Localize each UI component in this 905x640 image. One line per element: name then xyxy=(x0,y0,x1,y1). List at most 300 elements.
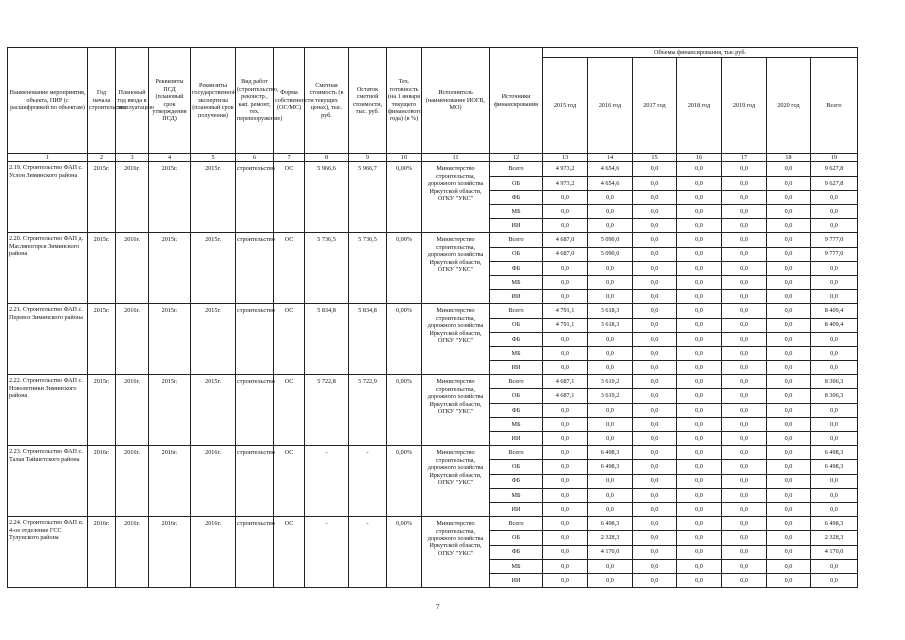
column-number: 1 xyxy=(8,154,88,162)
col-start-year-header: Год начала строительства xyxy=(88,48,116,154)
year-value: 0,0 xyxy=(677,517,722,531)
year-value: 4 973,2 xyxy=(543,176,588,190)
year-value: 0,0 xyxy=(588,346,633,360)
col-remaining-header: Остаток сметной стоимости, тыс. руб. xyxy=(349,48,387,154)
column-number: 4 xyxy=(149,154,191,162)
year-value: 0,0 xyxy=(633,304,677,318)
year-value: 0,0 xyxy=(722,474,767,488)
year-value: 6 498,3 xyxy=(588,517,633,531)
psd-date: 2015г. xyxy=(149,162,191,233)
year-value: 0,0 xyxy=(677,446,722,460)
year-value: 0,0 xyxy=(722,318,767,332)
readiness: 0,00% xyxy=(387,446,422,517)
year-value: 0,0 xyxy=(722,346,767,360)
year-value: 0,0 xyxy=(722,205,767,219)
year-value: 4 687,0 xyxy=(543,247,588,261)
year-value: 0,0 xyxy=(677,219,722,233)
year-value: 0,0 xyxy=(543,403,588,417)
year-value: 0,0 xyxy=(677,162,722,176)
col-expertise-header: Реквизиты государственной экспертизы (плановый срок получения) xyxy=(191,48,236,154)
year-value: 0,0 xyxy=(588,573,633,587)
year-value: 0,0 xyxy=(677,247,722,261)
column-number: 15 xyxy=(633,154,677,162)
estimate-cost: 5 966,6 xyxy=(305,162,349,233)
year-value: 0,0 xyxy=(767,190,811,204)
total-value: 0,0 xyxy=(811,432,858,446)
year-value: 0,0 xyxy=(767,403,811,417)
start-year: 2015г. xyxy=(88,304,116,375)
funding-source: МБ xyxy=(490,488,543,502)
column-number: 11 xyxy=(422,154,490,162)
year-value: 0,0 xyxy=(633,318,677,332)
year-value: 4 687,1 xyxy=(543,389,588,403)
header-group-row xyxy=(8,48,858,58)
year-value: 0,0 xyxy=(543,545,588,559)
commission-year: 2016г. xyxy=(116,162,149,233)
year-value: 4 791,1 xyxy=(543,304,588,318)
year-value: 0,0 xyxy=(767,205,811,219)
table-row xyxy=(8,446,858,460)
year-value: 0,0 xyxy=(633,559,677,573)
total-value: 0,0 xyxy=(811,190,858,204)
col-executor-header: Исполнитель (наименование ИОГВ, МО) xyxy=(422,48,490,154)
work-type: строительство xyxy=(236,446,274,517)
year-value: 0,0 xyxy=(543,474,588,488)
year-value: 0,0 xyxy=(677,403,722,417)
work-type: строительство xyxy=(236,162,274,233)
col-year-header: 2016 год xyxy=(588,58,633,154)
year-value: 0,0 xyxy=(722,176,767,190)
psd-date: 2016г. xyxy=(149,517,191,588)
year-value: 0,0 xyxy=(677,417,722,431)
year-value: 0,0 xyxy=(767,474,811,488)
remaining-cost: 5 722,9 xyxy=(349,375,387,446)
total-value: 0,0 xyxy=(811,205,858,219)
year-value: 0,0 xyxy=(767,162,811,176)
expertise-date: 2015г. xyxy=(191,304,236,375)
estimate-cost: 5 736,5 xyxy=(305,233,349,304)
year-value: 0,0 xyxy=(722,488,767,502)
funding-source: Всего xyxy=(490,304,543,318)
year-value: 0,0 xyxy=(633,502,677,516)
funding-group-header: Объемы финансирования, тыс.руб. xyxy=(543,48,858,58)
funding-source: МБ xyxy=(490,346,543,360)
column-number: 6 xyxy=(236,154,274,162)
year-value: 4 687,0 xyxy=(543,233,588,247)
col-year-header: 2017 год xyxy=(633,58,677,154)
year-value: 0,0 xyxy=(722,417,767,431)
column-number: 12 xyxy=(490,154,543,162)
expertise-date: 2015г. xyxy=(191,233,236,304)
year-value: 0,0 xyxy=(767,318,811,332)
year-value: 5 090,0 xyxy=(588,233,633,247)
funding-source: ИИ xyxy=(490,432,543,446)
year-value: 0,0 xyxy=(767,290,811,304)
total-value: 9 627,8 xyxy=(811,176,858,190)
page-number: 7 xyxy=(436,603,440,611)
funding-source: ФБ xyxy=(490,190,543,204)
year-value: 0,0 xyxy=(722,545,767,559)
col-psd-header: Реквизиты ПСД (плановый срок утверждения ПСД) xyxy=(149,48,191,154)
year-value: 4 170,0 xyxy=(588,545,633,559)
year-value: 0,0 xyxy=(677,176,722,190)
year-value: 0,0 xyxy=(677,190,722,204)
year-value: 0,0 xyxy=(677,233,722,247)
year-value: 0,0 xyxy=(633,460,677,474)
year-value: 0,0 xyxy=(767,361,811,375)
column-number: 8 xyxy=(305,154,349,162)
year-value: 0,0 xyxy=(588,290,633,304)
year-value: 3 619,2 xyxy=(588,389,633,403)
column-number: 7 xyxy=(274,154,305,162)
remaining-cost: 5 736,5 xyxy=(349,233,387,304)
total-value: 9 777,0 xyxy=(811,247,858,261)
start-year: 2015г. xyxy=(88,162,116,233)
year-value: 0,0 xyxy=(677,290,722,304)
funding-source: МБ xyxy=(490,275,543,289)
year-value: 0,0 xyxy=(588,432,633,446)
year-value: 0,0 xyxy=(722,233,767,247)
year-value: 0,0 xyxy=(543,205,588,219)
readiness: 0,00% xyxy=(387,517,422,588)
year-value: 0,0 xyxy=(677,389,722,403)
col-readiness-header: Тех. готовность (на 1 января текущего финансового года) (в %) xyxy=(387,48,422,154)
work-type: строительство xyxy=(236,304,274,375)
year-value: 0,0 xyxy=(722,446,767,460)
readiness: 0,00% xyxy=(387,233,422,304)
year-value: 0,0 xyxy=(633,474,677,488)
year-value: 0,0 xyxy=(543,346,588,360)
remaining-cost: 5 834,8 xyxy=(349,304,387,375)
total-value: 0,0 xyxy=(811,361,858,375)
year-value: 3 619,2 xyxy=(588,375,633,389)
year-value: 0,0 xyxy=(633,446,677,460)
year-value: 6 498,3 xyxy=(588,460,633,474)
year-value: 0,0 xyxy=(722,219,767,233)
year-value: 0,0 xyxy=(722,304,767,318)
ownership: ОС xyxy=(274,446,305,517)
estimate-cost: 5 834,8 xyxy=(305,304,349,375)
funding-source: Всего xyxy=(490,233,543,247)
ownership: ОС xyxy=(274,233,305,304)
year-value: 0,0 xyxy=(588,417,633,431)
col-work-type-header: Вид работ (строительство, реконстр., кап. ремонт, тех. перевооружение) xyxy=(236,48,274,154)
funding-source: ОБ xyxy=(490,460,543,474)
column-number: 2 xyxy=(88,154,116,162)
year-value: 0,0 xyxy=(633,573,677,587)
total-value: 0,0 xyxy=(811,474,858,488)
total-value: 8 409,4 xyxy=(811,318,858,332)
year-value: 0,0 xyxy=(633,332,677,346)
year-value: 0,0 xyxy=(722,389,767,403)
total-value: 2 328,3 xyxy=(811,531,858,545)
year-value: 0,0 xyxy=(677,559,722,573)
year-value: 0,0 xyxy=(633,403,677,417)
year-value: 0,0 xyxy=(633,389,677,403)
year-value: 0,0 xyxy=(767,332,811,346)
column-number: 17 xyxy=(722,154,767,162)
year-value: 0,0 xyxy=(722,375,767,389)
year-value: 0,0 xyxy=(543,432,588,446)
year-value: 0,0 xyxy=(677,205,722,219)
work-type: строительство xyxy=(236,517,274,588)
column-number: 5 xyxy=(191,154,236,162)
year-value: 0,0 xyxy=(588,361,633,375)
funding-source: ФБ xyxy=(490,403,543,417)
start-year: 2015г. xyxy=(88,375,116,446)
funding-source: ФБ xyxy=(490,261,543,275)
year-value: 0,0 xyxy=(588,190,633,204)
year-value: 0,0 xyxy=(588,219,633,233)
year-value: 0,0 xyxy=(633,346,677,360)
year-value: 0,0 xyxy=(588,275,633,289)
year-value: 0,0 xyxy=(677,361,722,375)
executor: Министерство строительства, дорожного хозяйства Иркутской области, ОГКУ "УКС" xyxy=(422,517,490,588)
year-value: 0,0 xyxy=(767,502,811,516)
year-value: 0,0 xyxy=(767,233,811,247)
estimate-cost: - xyxy=(305,517,349,588)
total-value: 6 498,3 xyxy=(811,460,858,474)
psd-date: 2016г. xyxy=(149,446,191,517)
executor: Министерство строительства, дорожного хозяйства Иркутской области, ОГКУ "УКС" xyxy=(422,304,490,375)
funding-source: ИИ xyxy=(490,290,543,304)
year-value: 3 618,3 xyxy=(588,318,633,332)
total-value: 8 306,3 xyxy=(811,375,858,389)
year-value: 0,0 xyxy=(633,531,677,545)
commission-year: 2016г. xyxy=(116,304,149,375)
commission-year: 2016г. xyxy=(116,233,149,304)
year-value: 0,0 xyxy=(633,162,677,176)
year-value: 0,0 xyxy=(722,460,767,474)
object-name: 2.21. Строительство ФАП с. Перевоз Зиминского района xyxy=(8,304,88,375)
year-value: 0,0 xyxy=(767,417,811,431)
col-year-header: 2020 год xyxy=(767,58,811,154)
year-value: 0,0 xyxy=(633,375,677,389)
year-value: 0,0 xyxy=(677,304,722,318)
year-value: 0,0 xyxy=(677,275,722,289)
year-value: 4 654,6 xyxy=(588,176,633,190)
funding-source: ИИ xyxy=(490,219,543,233)
total-value: 9 777,0 xyxy=(811,233,858,247)
object-name: 2.19. Строительство ФАП с. Услон Зиминского района xyxy=(8,162,88,233)
total-value: 6 498,3 xyxy=(811,517,858,531)
funding-source: ОБ xyxy=(490,176,543,190)
object-name: 2.23. Строительство ФАП с. Талая Тайшетского района xyxy=(8,446,88,517)
ownership: ОС xyxy=(274,375,305,446)
funding-source: ОБ xyxy=(490,247,543,261)
funding-source: ФБ xyxy=(490,332,543,346)
year-value: 0,0 xyxy=(543,275,588,289)
total-value: 0,0 xyxy=(811,403,858,417)
total-value: 0,0 xyxy=(811,261,858,275)
year-value: 0,0 xyxy=(633,432,677,446)
year-value: 6 498,3 xyxy=(588,446,633,460)
year-value: 3 618,3 xyxy=(588,304,633,318)
object-name: 2.24. Строительство ФАП п. 4-ое отделение ГСС Тулунского района xyxy=(8,517,88,588)
funding-source: МБ xyxy=(490,417,543,431)
year-value: 0,0 xyxy=(543,190,588,204)
start-year: 2016г. xyxy=(88,446,116,517)
year-value: 0,0 xyxy=(633,545,677,559)
readiness: 0,00% xyxy=(387,162,422,233)
year-value: 0,0 xyxy=(543,446,588,460)
funding-source: ОБ xyxy=(490,389,543,403)
col-commission-header: Плановый год ввода в эксплуатацию xyxy=(116,48,149,154)
expertise-date: 2016г. xyxy=(191,446,236,517)
year-value: 0,0 xyxy=(767,346,811,360)
remaining-cost: 5 966,7 xyxy=(349,162,387,233)
col-estimate-header: Сметная стоимость (в текущих ценах), тыс. руб. xyxy=(305,48,349,154)
remaining-cost: - xyxy=(349,517,387,588)
column-number: 18 xyxy=(767,154,811,162)
year-value: 0,0 xyxy=(767,389,811,403)
financing-table xyxy=(7,47,858,588)
year-value: 0,0 xyxy=(543,488,588,502)
total-value: 0,0 xyxy=(811,275,858,289)
year-value: 0,0 xyxy=(543,559,588,573)
total-value: 0,0 xyxy=(811,290,858,304)
col-sources-header: Источники финансирования xyxy=(490,48,543,154)
col-ownership-header: Форма собственности (ОС/МС) xyxy=(274,48,305,154)
readiness: 0,00% xyxy=(387,375,422,446)
table-row xyxy=(8,233,858,247)
year-value: 4 687,1 xyxy=(543,375,588,389)
funding-source: ФБ xyxy=(490,474,543,488)
year-value: 0,0 xyxy=(588,205,633,219)
executor: Министерство строительства, дорожного хозяйства Иркутской области, ОГКУ "УКС" xyxy=(422,375,490,446)
col-year-header: 2015 год xyxy=(543,58,588,154)
table-row xyxy=(8,162,858,176)
total-value: 8 409,4 xyxy=(811,304,858,318)
year-value: 0,0 xyxy=(722,517,767,531)
year-value: 0,0 xyxy=(633,176,677,190)
year-value: 0,0 xyxy=(767,176,811,190)
executor: Министерство строительства, дорожного хозяйства Иркутской области, ОГКУ "УКС" xyxy=(422,233,490,304)
year-value: 2 328,3 xyxy=(588,531,633,545)
funding-source: Всего xyxy=(490,375,543,389)
year-value: 0,0 xyxy=(677,502,722,516)
year-value: 0,0 xyxy=(767,375,811,389)
start-year: 2016г. xyxy=(88,517,116,588)
year-value: 0,0 xyxy=(633,219,677,233)
column-number: 9 xyxy=(349,154,387,162)
year-value: 0,0 xyxy=(722,559,767,573)
total-value: 0,0 xyxy=(811,573,858,587)
year-value: 0,0 xyxy=(677,545,722,559)
year-value: 0,0 xyxy=(767,446,811,460)
funding-source: Всего xyxy=(490,517,543,531)
executor: Министерство строительства, дорожного хозяйства Иркутской области, ОГКУ "УКС" xyxy=(422,446,490,517)
year-value: 0,0 xyxy=(677,332,722,346)
year-value: 0,0 xyxy=(633,290,677,304)
year-value: 0,0 xyxy=(588,559,633,573)
funding-source: ИИ xyxy=(490,502,543,516)
col-name-header: Наименование мероприятия, объекта, ПИР (с расшифровкой по объектам) xyxy=(8,48,88,154)
estimate-cost: - xyxy=(305,446,349,517)
year-value: 0,0 xyxy=(543,290,588,304)
year-value: 0,0 xyxy=(767,261,811,275)
estimate-cost: 5 722,8 xyxy=(305,375,349,446)
year-value: 0,0 xyxy=(722,573,767,587)
total-value: 0,0 xyxy=(811,332,858,346)
ownership: ОС xyxy=(274,517,305,588)
col-total-header: Всего xyxy=(811,58,858,154)
year-value: 0,0 xyxy=(767,573,811,587)
commission-year: 2016г. xyxy=(116,517,149,588)
year-value: 0,0 xyxy=(767,275,811,289)
year-value: 0,0 xyxy=(722,432,767,446)
year-value: 0,0 xyxy=(767,432,811,446)
year-value: 0,0 xyxy=(633,190,677,204)
year-value: 0,0 xyxy=(677,261,722,275)
year-value: 0,0 xyxy=(722,290,767,304)
year-value: 0,0 xyxy=(633,261,677,275)
year-value: 0,0 xyxy=(588,502,633,516)
year-value: 0,0 xyxy=(677,460,722,474)
year-value: 0,0 xyxy=(677,531,722,545)
year-value: 0,0 xyxy=(543,573,588,587)
ownership: ОС xyxy=(274,162,305,233)
funding-source: ОБ xyxy=(490,531,543,545)
year-value: 0,0 xyxy=(677,318,722,332)
year-value: 0,0 xyxy=(677,474,722,488)
expertise-date: 2015г. xyxy=(191,375,236,446)
ownership: ОС xyxy=(274,304,305,375)
year-value: 0,0 xyxy=(588,474,633,488)
total-value: 0,0 xyxy=(811,502,858,516)
funding-source: МБ xyxy=(490,205,543,219)
year-value: 0,0 xyxy=(722,403,767,417)
year-value: 0,0 xyxy=(588,332,633,346)
year-value: 0,0 xyxy=(543,531,588,545)
total-value: 0,0 xyxy=(811,417,858,431)
year-value: 0,0 xyxy=(767,488,811,502)
year-value: 0,0 xyxy=(588,488,633,502)
funding-source: МБ xyxy=(490,559,543,573)
readiness: 0,00% xyxy=(387,304,422,375)
expertise-date: 2016г. xyxy=(191,517,236,588)
funding-source: Всего xyxy=(490,162,543,176)
year-value: 0,0 xyxy=(543,460,588,474)
table-row xyxy=(8,375,858,389)
year-value: 0,0 xyxy=(633,247,677,261)
commission-year: 2016г. xyxy=(116,446,149,517)
year-value: 0,0 xyxy=(633,488,677,502)
year-value: 0,0 xyxy=(767,559,811,573)
year-value: 4 654,6 xyxy=(588,162,633,176)
commission-year: 2016г. xyxy=(116,375,149,446)
year-value: 0,0 xyxy=(722,361,767,375)
remaining-cost: - xyxy=(349,446,387,517)
year-value: 0,0 xyxy=(633,517,677,531)
year-value: 4 791,1 xyxy=(543,318,588,332)
year-value: 4 973,2 xyxy=(543,162,588,176)
year-value: 0,0 xyxy=(767,247,811,261)
year-value: 0,0 xyxy=(677,375,722,389)
executor: Министерство строительства, дорожного хозяйства Иркутской области, ОГКУ "УКС" xyxy=(422,162,490,233)
table-body xyxy=(8,162,858,588)
year-value: 0,0 xyxy=(722,531,767,545)
year-value: 0,0 xyxy=(722,162,767,176)
total-value: 0,0 xyxy=(811,219,858,233)
psd-date: 2015г. xyxy=(149,304,191,375)
column-numbers-row xyxy=(8,154,858,162)
funding-source: ФБ xyxy=(490,545,543,559)
year-value: 0,0 xyxy=(677,432,722,446)
expertise-date: 2015г. xyxy=(191,162,236,233)
start-year: 2015г. xyxy=(88,233,116,304)
year-value: 0,0 xyxy=(767,304,811,318)
